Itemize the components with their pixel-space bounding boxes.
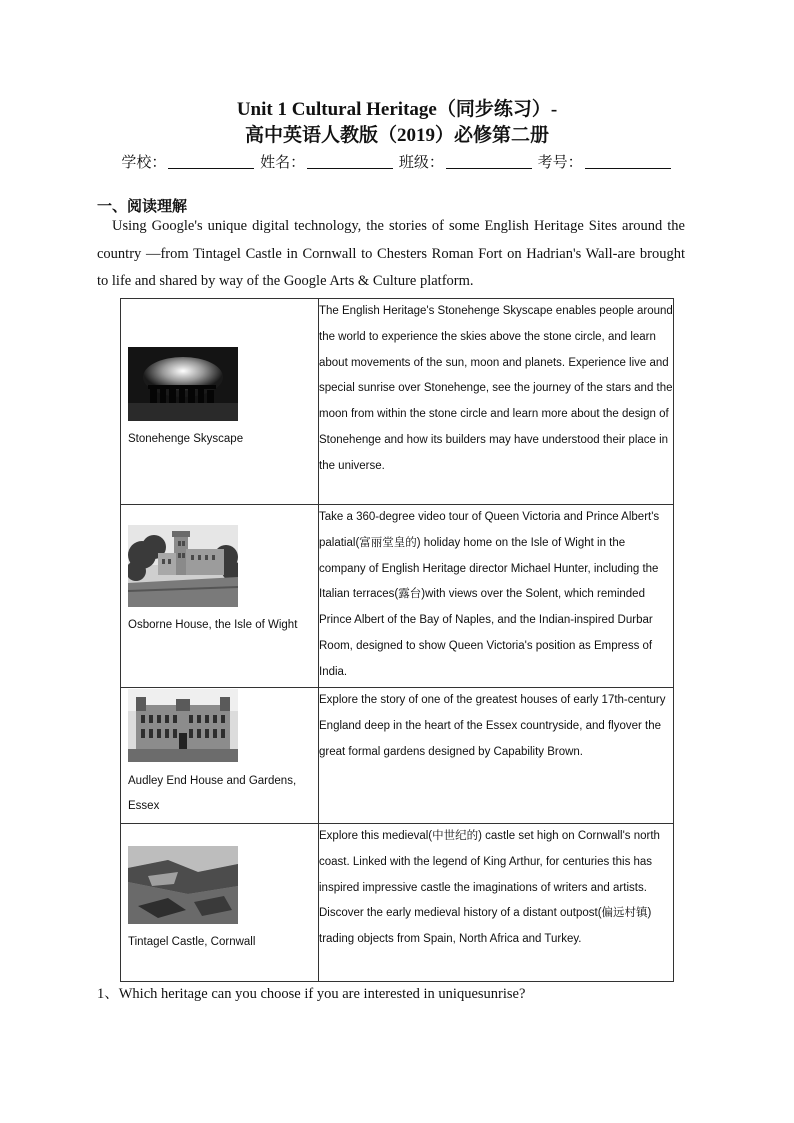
name-label: 姓名： [260,155,306,171]
passage-paragraph: Using Google's unique digital technology, the stories of some English Heritage Sites around the country —from Tintagel Castle in Cornwall to Chesters Roman Fort on Hadrian's Wall-are brought to life and shared by way of the Google Arts & Culture platform. [97,218,685,289]
stonehenge-photo-icon [128,347,238,421]
class-blank[interactable] [446,154,532,169]
heritage-image-cell [121,688,319,824]
heritage-description: Explore this medieval(中世纪的) castle set high on Cornwall's north coast. Linked with the legend of King Arthur, for centuries this has inspired impressive castle the imaginations of writers and artists. Discover the early medieval history of a distant outpost(偏远村镇) trading objects from Spain, North Africa and Turkey. [319,824,674,982]
audley-end-house-photo-icon [128,689,238,762]
question-1: 1、Which heritage can you choose if you are interested in uniquesunrise? [97,986,526,1002]
name-blank[interactable] [307,154,393,169]
heritage-description: Explore the story of one of the greatest houses of early 17th-century England deep in the heart of the Essex countryside, and flyover the great formal gardens designed by Capability Brown. [319,688,674,824]
heritage-caption: Stonehenge Skyscape [128,433,244,445]
heritage-image-cell [121,505,319,688]
worksheet-title-line2: 高中英语人教版（2019）必修第二册 [244,125,549,146]
section-heading: 一、阅读理解 [97,197,188,215]
tintagel-castle-photo-icon [128,846,238,924]
heritage-description: The English Heritage's Stonehenge Skyscape enables people around the world to experience the skies above the stone circle, and learn about movements of the sun, moon and planets. Experience live and special sunrise over Stonehenge, see the journey of the stars and the moon from within the stone circle and learn more about the design of Stonehenge and how its builders may have understood their place in the universe. [319,299,674,505]
table-row [121,824,674,982]
heritage-caption: Tintagel Castle, Cornwall [128,936,256,948]
heritage-caption: Osborne House, the Isle of Wight [128,619,298,631]
school-label: 学校： [121,155,167,171]
table-row [121,505,674,688]
heritage-caption: Audley End House and Gardens, Essex [128,775,297,812]
exam-number-label: 考号： [537,155,583,171]
heritage-description: Take a 360-degree video tour of Queen Victoria and Prince Albert's palatial(富丽堂皇的) holiday home on the Isle of Wight in the company of English Heritage director Michael Hunter, including the Italian terraces(露台)with views over the Solent, which reminded Prince Albert of the Bay of Naples, and the Indian-inspired Durbar Room, designed to show Queen Victoria's position as Empress of India. [319,505,674,688]
exam-number-blank[interactable] [585,154,671,169]
reading-passage [97,213,685,296]
school-blank[interactable] [168,154,254,169]
table-row [121,299,674,505]
heritage-image-cell [121,299,319,505]
heritage-table [120,298,674,982]
class-label: 班级： [398,155,444,171]
heritage-image-cell [121,824,319,982]
table-row [121,688,674,824]
worksheet-title-line1: Unit 1 Cultural Heritage（同步练习）- [236,99,558,120]
osborne-house-photo-icon [128,525,238,607]
student-info-line [0,152,794,174]
